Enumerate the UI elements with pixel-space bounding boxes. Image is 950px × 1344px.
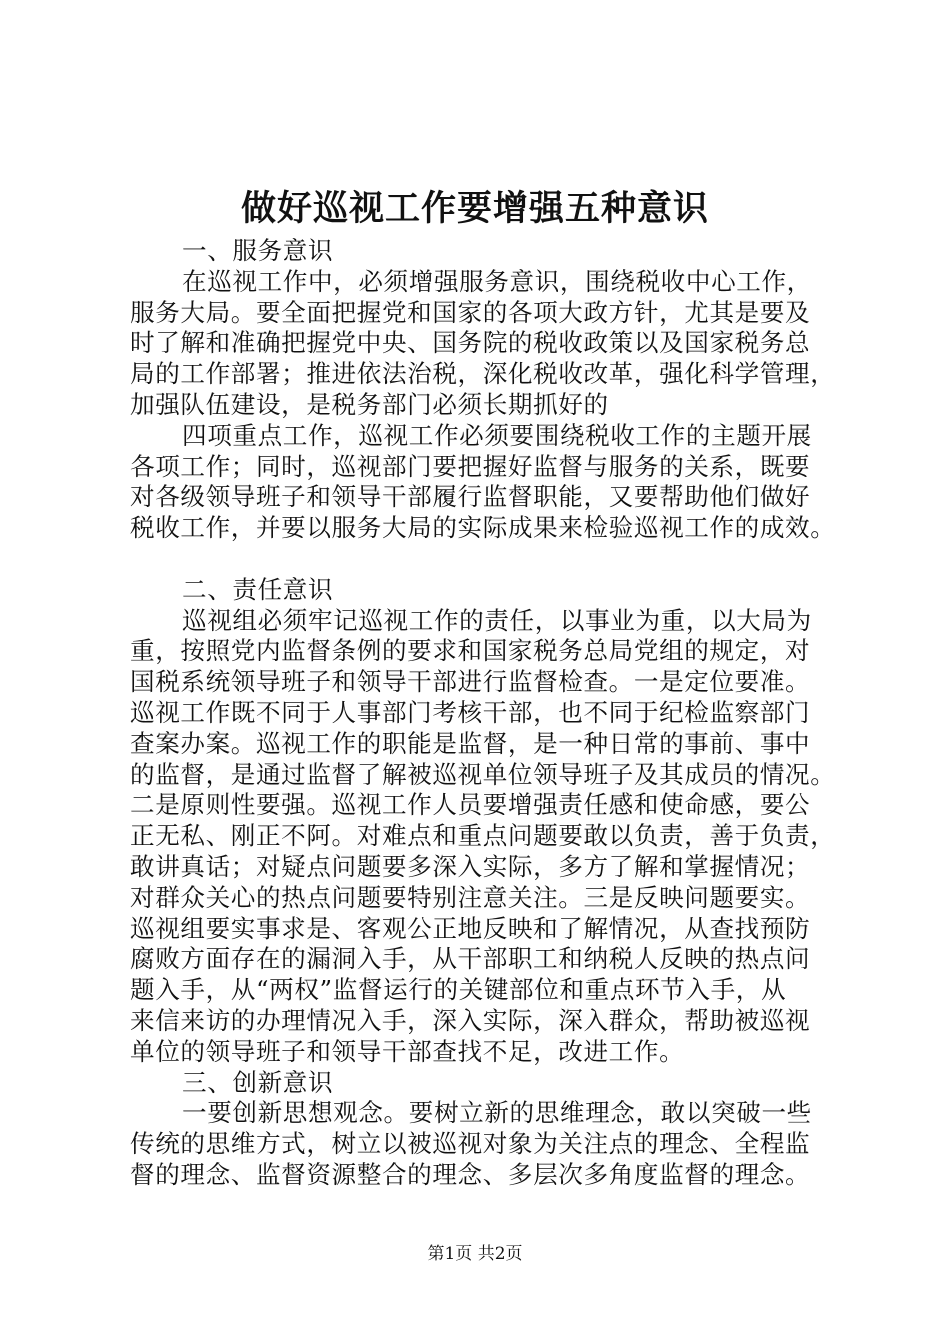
section-heading: 三、创新意识 [182, 1067, 334, 1097]
paragraph-line: 敢讲真话；对疑点问题要多深入实际，多方了解和掌握情况； [130, 851, 811, 881]
paragraph-line: 的监督，是通过监督了解被巡视单位领导班子及其成员的情况。 [130, 759, 836, 789]
paragraph-line: 巡视组要实事求是、客观公正地反映和了解情况，从查找预防 [130, 913, 811, 943]
paragraph-line: 督的理念、监督资源整合的理念、多层次多角度监督的理念。 [130, 1159, 811, 1189]
paragraph-line: 来信来访的办理情况入手，深入实际，深入群众，帮助被巡视 [130, 1005, 811, 1035]
section-heading: 一、服务意识 [182, 236, 334, 265]
paragraph-line: 在巡视工作中，必须增强服务意识，围绕税收中心工作， [182, 266, 812, 296]
page-footer: 第1页 共2页 [427, 1244, 523, 1264]
paragraph-line: 各项工作；同时，巡视部门要把握好监督与服务的关系，既要 [130, 451, 811, 481]
paragraph-line: 查案办案。巡视工作的职能是监督，是一种日常的事前、事中 [130, 728, 811, 758]
paragraph-line: 税收工作，并要以服务大局的实际成果来检验巡视工作的成效。 [130, 513, 836, 543]
paragraph-line: 单位的领导班子和领导干部查找不足，改进工作。 [130, 1036, 685, 1066]
paragraph-line: 巡视组必须牢记巡视工作的责任，以事业为重，以大局为 [182, 605, 812, 635]
paragraph-line: 一要创新思想观念。要树立新的思维理念，敢以突破一些 [182, 1098, 812, 1128]
paragraph-line: 腐败方面存在的漏洞入手，从干部职工和纳税人反映的热点问 [130, 944, 811, 974]
paragraph-line: 重，按照党内监督条例的要求和国家税务总局党组的规定，对 [130, 636, 811, 666]
paragraph-line: 传统的思维方式，树立以被巡视对象为关注点的理念、全程监 [130, 1129, 811, 1159]
paragraph-line: 国税系统领导班子和领导干部进行监督检查。一是定位要准。 [130, 667, 811, 697]
paragraph-line: 对各级领导班子和领导干部履行监督职能，又要帮助他们做好 [130, 482, 811, 512]
paragraph-line: 对群众关心的热点问题要特别注意关注。三是反映问题要实。 [130, 882, 811, 912]
paragraph-line: 加强队伍建设，是税务部门必须长期抓好的 [130, 389, 609, 419]
section-heading: 二、责任意识 [182, 574, 334, 604]
paragraph-line: 局的工作部署；推进依法治税，深化税收改革，强化科学管理， [130, 359, 836, 389]
paragraph-line: 服务大局。要全面把握党和国家的各项大政方针，尤其是要及 [130, 297, 811, 327]
paragraph-line: 正无私、刚正不阿。对难点和重点问题要敢以负责，善于负责， [130, 821, 836, 851]
document-body [130, 236, 836, 1191]
document-title: 做好巡视工作要增强五种意识 [240, 188, 709, 229]
paragraph-line: 时了解和准确把握党中央、国务院的税收政策以及国家税务总 [130, 328, 811, 358]
paragraph-line: 巡视工作既不同于人事部门考核干部，也不同于纪检监察部门 [130, 697, 811, 727]
blank-line [130, 544, 830, 575]
paragraph-line: 四项重点工作，巡视工作必须要围绕税收工作的主题开展 [182, 420, 812, 450]
paragraph-line: 题入手，从“两权”监督运行的关键部位和重点环节入手，从 [130, 975, 787, 1005]
paragraph-line: 二是原则性要强。巡视工作人员要增强责任感和使命感，要公 [130, 790, 811, 820]
